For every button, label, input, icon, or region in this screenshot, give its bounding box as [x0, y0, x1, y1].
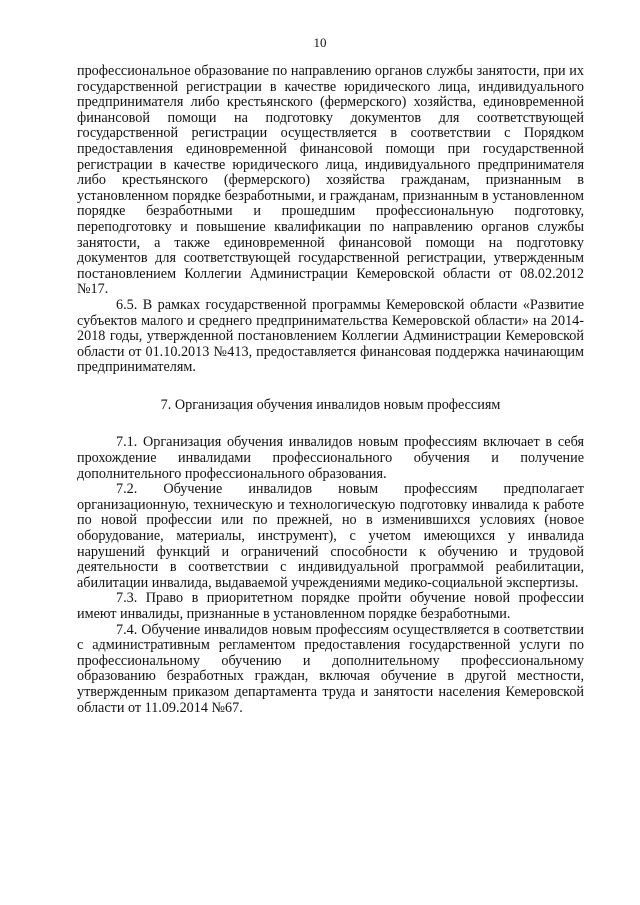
page-number: 10: [313, 35, 327, 50]
paragraph-7-4: 7.4. Обучение инвалидов новым профессиям осуществляется в соответствии с административным регламентом предоставления государственной услуги по профессиональному обучению и дополнительному профессиональному образованию безработных граждан, включая обучение в другой местности, утвержденным приказом департамента труда и занятости населения Кемеровской области от 11.09.2014 №67.: [77, 621, 584, 716]
paragraph-7-1: 7.1. Организация обучения инвалидов новым профессиям включает в себя прохождение инвалидами профессионального обучения и получение дополнительного профессионального образования.: [77, 434, 584, 482]
spacer: [77, 413, 584, 435]
paragraph-7-3: 7.3. Право в приоритетном порядке пройти обучение новой профессии имеют инвалиды, признанные в установленном порядке безработными.: [77, 590, 584, 622]
section-heading: 7. Организация обучения инвалидов новым профессиям: [160, 396, 501, 413]
paragraph-7-2: 7.2. Обучение инвалидов новым профессиям предполагает организационную, техническую и технологическую подготовку инвалида к работе по новой профессии или по прежней, но в изменившихся условиях (новое оборудование, материалы, инструмент), с учетом имеющихся у инвалида нарушений функций и ограничений способности к обучению и трудовой деятельности в соответствии с индивидуальной программой реабилитации, абилитации инвалида, выдаваемой учреждениями медико-социальной экспертизы.: [77, 481, 584, 591]
paragraph-6-4-continuation: профессиональное образование по направлению органов службы занятости, при их государственной регистрации в качестве юридического лица, индивидуального предпринимателя либо крестьянского (фермерского) хозяйства, единовременной финансовой помощи на подготовку документов для соответствующей государственной регистрации осуществляется в соответствии с Порядком предоставления единовременной финансовой помощи при государственной регистрации в качестве юридического лица, индивидуального предпринимателя либо крестьянского (фермерского) хозяйства гражданам, признанным в установленном порядке безработными, и гражданам, признанным в установленном порядке безработными и прошедшим профессиональную подготовку, переподготовку и повышение квалификации по направлению органов службы занятости, а также единовременной финансовой помощи на подготовку документов для соответствующей государственной регистрации, утвержденным постановлением Коллегии Администрации Кемеровской области от 08.02.2012 №17.: [77, 63, 584, 298]
spacer: [77, 376, 584, 398]
paragraph-6-5: 6.5. В рамках государственной программы Кемеровской области «Развитие субъектов малого и среднего предпринимательства Кемеровской области» на 2014-2018 годы, утвержденной постановлением Коллегии Администрации Кемеровской области от 01.10.2013 №413, предоставляется финансовая поддержка начинающим предпринимателям.: [77, 296, 584, 376]
document-body: [77, 64, 584, 716]
